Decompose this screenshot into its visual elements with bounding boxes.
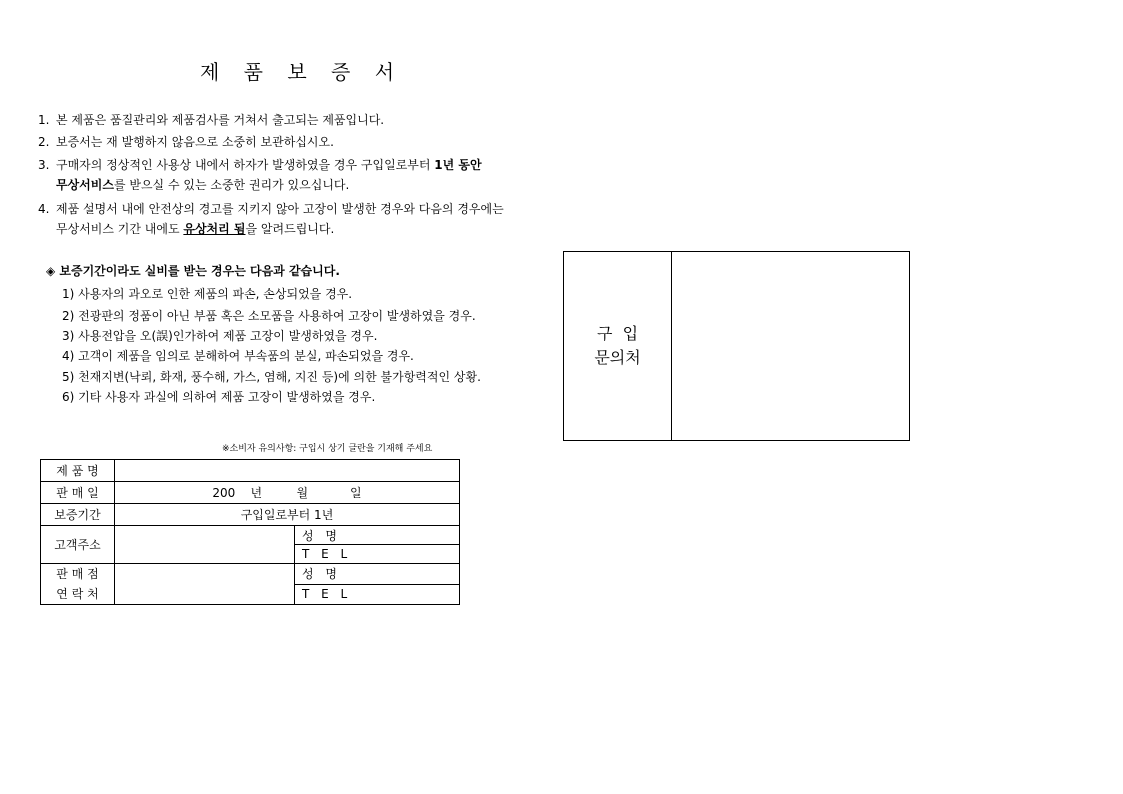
dealer-label-line-2: 연 락 처 <box>56 587 99 601</box>
notice-number: 3. <box>38 158 50 172</box>
purchase-inquiry-label-line-1: 구 입 <box>596 324 639 343</box>
dealer-name-label: 성 명 <box>295 564 460 585</box>
table-row <box>41 482 460 504</box>
warranty-period-value: 구입일로부터 1년 <box>115 504 460 526</box>
notice-text: 보증서는 재 발행하지 않음으로 소중히 보관하십시오. <box>56 135 334 149</box>
dealer-tel-label: T E L <box>295 584 460 605</box>
sale-date-label: 판 매 일 <box>41 482 115 504</box>
sale-date-field[interactable]: 200 년 월 일 <box>115 482 460 504</box>
purchase-inquiry-label <box>564 252 672 440</box>
notice-1 <box>38 112 384 128</box>
notice-text: 본 제품은 품질관리와 제품검사를 거쳐서 출고되는 제품입니다. <box>56 113 385 127</box>
notice-text: 을 알려드립니다. <box>245 222 335 236</box>
condition-item: 6) 기타 사용자 과실에 의하여 제품 고장이 발생하였을 경우. <box>62 390 376 404</box>
dealer-contact-field[interactable] <box>115 564 295 605</box>
customer-address-label: 고객주소 <box>41 526 115 564</box>
notice-number: 2. <box>38 135 50 149</box>
notice-number: 1. <box>38 113 50 127</box>
table-row <box>41 504 460 526</box>
notice-text: 제품 설명서 내에 안전상의 경고를 지키지 않아 고장이 발생한 경우와 다음의 경우에는 <box>56 202 504 216</box>
notice-emphasis: 무상서비스 <box>56 178 114 192</box>
table-row <box>41 526 460 545</box>
table-row <box>41 564 460 585</box>
condition-item: 3) 사용전압을 오(誤)인가하여 제품 고장이 발생하였을 경우. <box>62 329 378 343</box>
dealer-contact-label <box>41 564 115 605</box>
condition-item: 5) 천재지변(낙뢰, 화재, 풍수해, 가스, 염해, 지진 등)에 의한 불가항력적인 상황. <box>62 370 481 384</box>
purchase-inquiry-box <box>563 251 910 441</box>
customer-tel-label: T E L <box>295 545 460 564</box>
notice-text: 무상서비스 기간 내에도 <box>56 222 184 236</box>
notice-number: 4. <box>38 202 50 216</box>
warranty-card-table <box>40 459 460 605</box>
document-title: 제 품 보 증 서 <box>200 60 404 84</box>
purchase-inquiry-field[interactable] <box>672 252 909 440</box>
customer-name-label: 성 명 <box>295 526 460 545</box>
notice-3 <box>38 157 482 193</box>
conditions-heading: ◈ 보증기간이라도 실비를 받는 경우는 다음과 같습니다. <box>46 264 340 278</box>
notice-emphasis: 유상처리 됨 <box>183 222 246 236</box>
notice-4 <box>38 201 504 237</box>
product-name-field[interactable] <box>115 460 460 482</box>
customer-address-field[interactable] <box>115 526 295 564</box>
purchase-inquiry-label-line-2: 문의처 <box>594 348 641 367</box>
notice-text: 를 받으실 수 있는 소중한 권리가 있으십니다. <box>113 178 350 192</box>
notice-text: 구매자의 정상적인 사용상 내에서 하자가 발생하였을 경우 구입일로부터 <box>56 158 435 172</box>
notice-emphasis: 1년 동안 <box>434 158 482 172</box>
product-name-label: 제 품 명 <box>41 460 115 482</box>
consumer-note: ※소비자 유의사항: 구입시 상기 글란을 기재해 주세요 <box>222 444 433 454</box>
dealer-label-line-1: 판 매 점 <box>56 567 99 581</box>
condition-item: 4) 고객이 제품을 임의로 분해하여 부속품의 분실, 파손되었을 경우. <box>62 349 414 363</box>
condition-item: 1) 사용자의 과오로 인한 제품의 파손, 손상되었을 경우. <box>62 287 353 301</box>
condition-item: 2) 전광판의 정품이 아닌 부품 혹은 소모품을 사용하여 고장이 발생하였을 경우. <box>62 309 476 323</box>
table-row <box>41 460 460 482</box>
warranty-period-label: 보증기간 <box>41 504 115 526</box>
notice-2 <box>38 134 334 150</box>
